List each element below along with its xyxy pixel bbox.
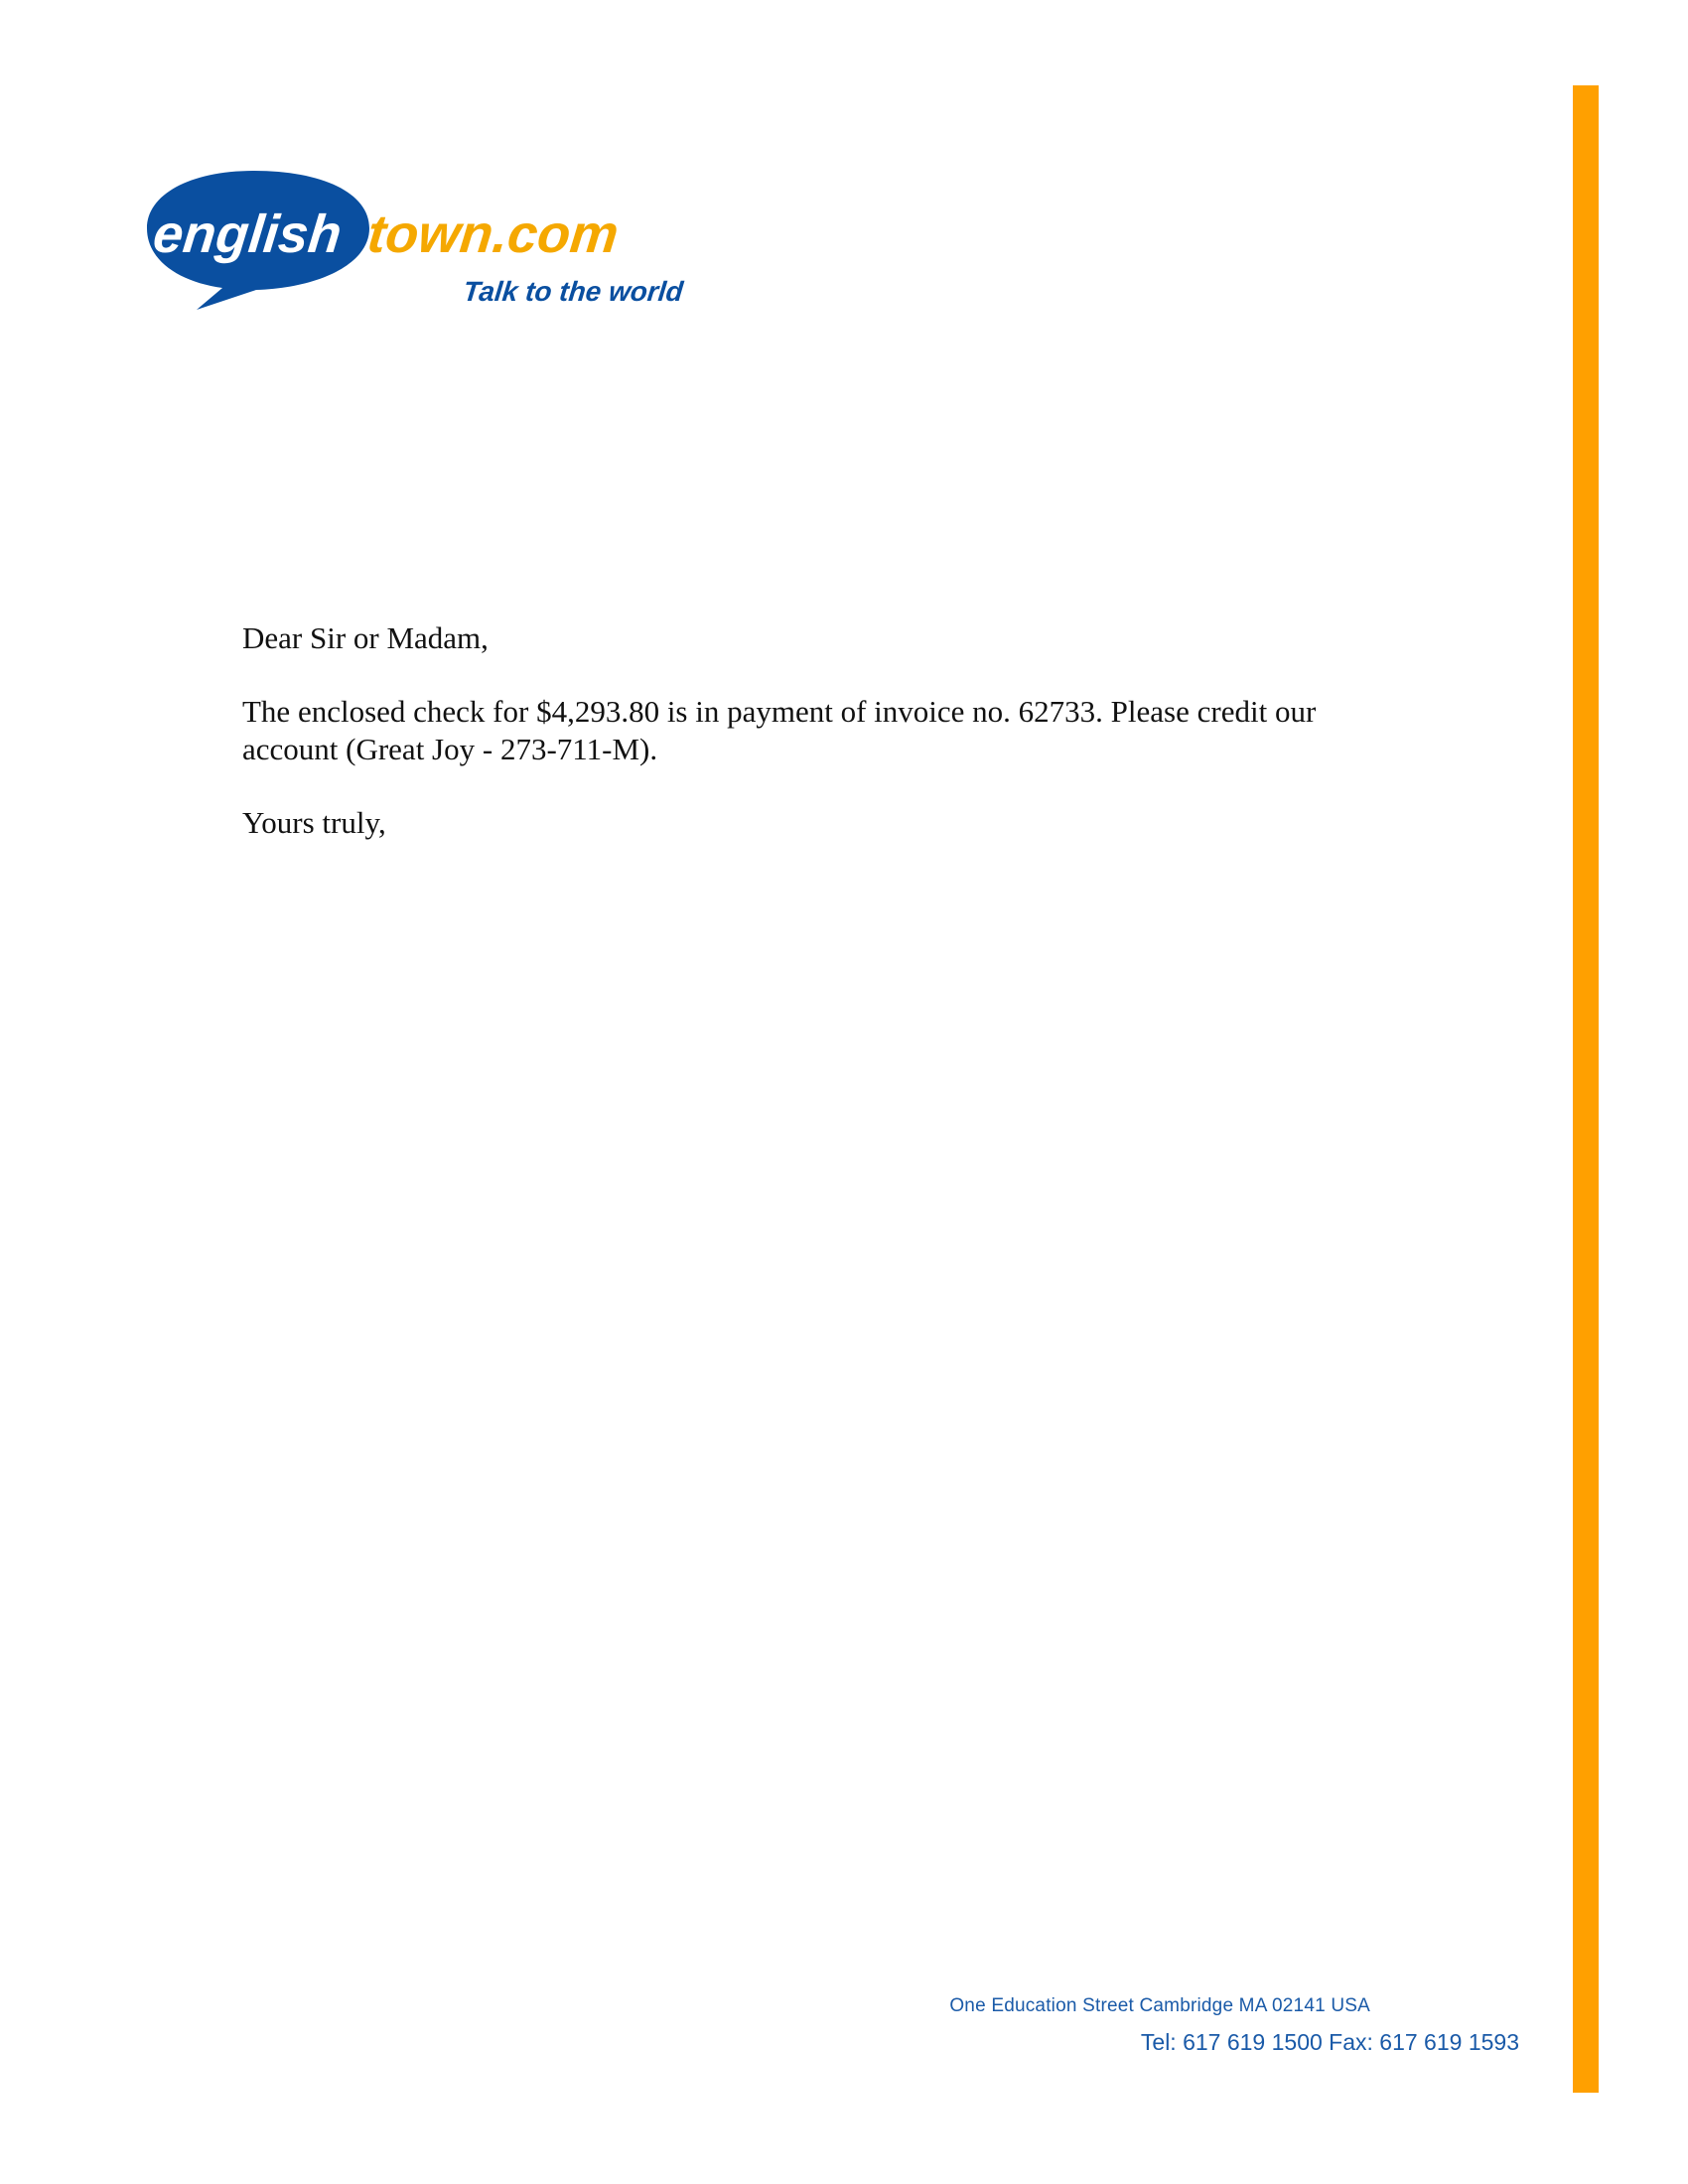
englishtown-logo — [145, 165, 701, 324]
salutation: Dear Sir or Madam, — [242, 620, 489, 655]
logo-word-town: town.com — [364, 205, 622, 264]
letterhead-footer — [949, 1993, 1519, 2059]
company-contact: Tel: 617 619 1500 Fax: 617 619 1593 — [1140, 2029, 1519, 2055]
closing: Yours truly, — [242, 805, 386, 840]
letter-body — [242, 619, 1384, 878]
logo-tagline: Talk to the world — [461, 276, 685, 307]
orange-side-bar — [1573, 85, 1599, 2093]
payment-paragraph: The enclosed check for $4,293.80 is in payment of invoice no. 62733. Please credit our account (Great Joy - 273-711-M). — [242, 694, 1317, 766]
logo-word-english: english — [150, 205, 345, 264]
company-address: One Education Street Cambridge MA 02141 USA — [949, 1995, 1370, 2016]
